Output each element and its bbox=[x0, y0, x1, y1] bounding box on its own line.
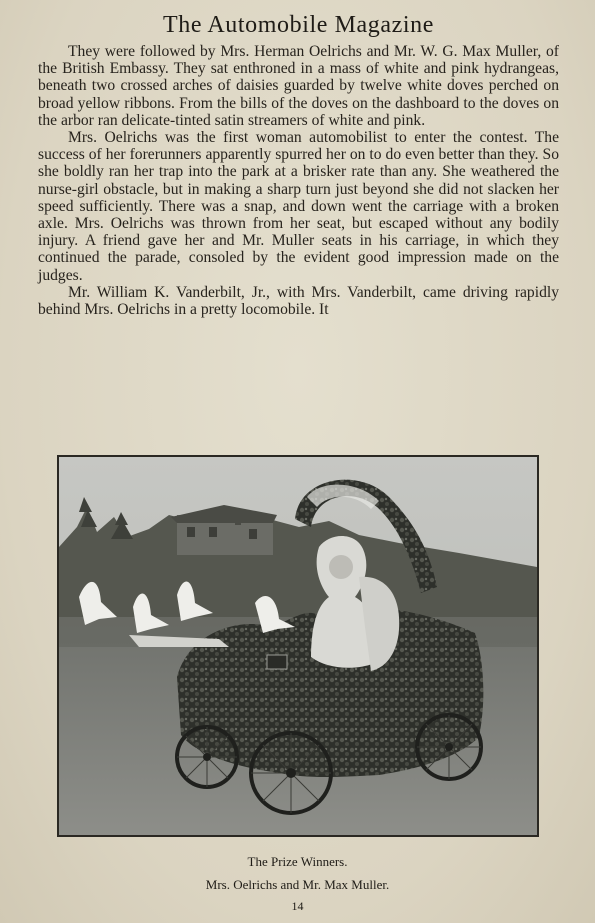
decorated-automobile-photo bbox=[59, 457, 537, 835]
paragraph: Mr. William K. Vanderbilt, Jr., with Mrs. Vanderbilt, came driving rapidly behind Mrs. Oelrichs in a pretty locomobile. It bbox=[38, 283, 559, 319]
paragraph: Mrs. Oelrichs was the first woman automobilist to enter the contest. The success of her forerunners apparently spurred her on to do even better than they. So she boldly ran her trap into the park at a brisker rate than any. She weathered the nurse-girl obstacle, but in making a sharp turn just beyond she did not slacken her speed sufficiently. There was a snap, and down went the carriage with a broken axle. Mrs. Oelrichs was thrown from her seat, but escaped without any bodily injury. A friend gave her and Mr. Muller seats in his carriage, in which they continued the parade, consoled by the evident good impression made on the judges. bbox=[38, 129, 559, 284]
figure-caption-names: Mrs. Oelrichs and Mr. Max Muller. bbox=[205, 877, 390, 892]
running-head: The Automobile Magazine bbox=[162, 12, 435, 38]
photograph bbox=[57, 455, 539, 837]
page-number: 14 bbox=[291, 899, 304, 913]
article-body bbox=[38, 43, 559, 318]
figure-caption-title: The Prize Winners. bbox=[247, 854, 348, 869]
paragraph: They were followed by Mrs. Herman Oelrichs and Mr. W. G. Max Muller, of the British Embassy. They sat enthroned in a mass of white and pink hydrangeas, beneath two crossed arches of daisies guarded by twelve white doves perched on broad yellow ribbons. From the bills of the doves on the dashboard to the doves on the arbor ran delicate-tinted satin streamers of white and pink. bbox=[38, 43, 559, 129]
